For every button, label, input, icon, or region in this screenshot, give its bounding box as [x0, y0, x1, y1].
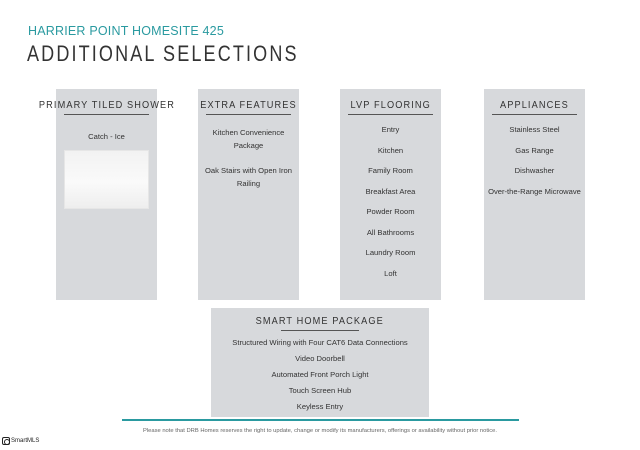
list-item: Powder Room: [366, 207, 415, 216]
list-item: Gas Range: [515, 145, 554, 155]
disclaimer-text: Please note that DRB Homes reserves the right to update, change or modify its manufacturers, offerings or availability without prior notice.: [142, 428, 497, 434]
panel-smart-home-package: [211, 308, 429, 417]
smartmls-logo: [2, 437, 39, 445]
list-item: Family Room: [368, 166, 413, 175]
list-item: Laundry Room: [365, 248, 416, 257]
list-item: Oak Stairs with Open Iron: [205, 166, 292, 175]
panel-lvp-flooring: [340, 89, 441, 300]
panel-appliances: [484, 89, 585, 300]
homesite-subtitle: HARRIER POINT HOMESITE 425: [28, 24, 224, 38]
list-item: Stainless Steel: [509, 125, 560, 134]
panel-title: APPLIANCES: [500, 100, 569, 111]
panel-header: [492, 89, 577, 115]
page-title: ADDITIONAL SELECTIONS: [27, 41, 299, 66]
list-item: Railing: [236, 179, 261, 188]
list-item: Dishwasher: [514, 166, 555, 175]
smartmls-logo-icon: [2, 437, 10, 445]
panel-title: PRIMARY TILED SHOWER: [38, 100, 175, 111]
panel-extra-features: [198, 89, 299, 300]
list-item: Breakfast Area: [365, 186, 416, 196]
footer-divider: [122, 419, 519, 421]
list-item: Keyless Entry: [296, 402, 344, 411]
list-item: Package: [233, 141, 264, 150]
panel-primary-tiled-shower: [38, 89, 175, 300]
panel-title: SMART HOME PACKAGE: [255, 316, 385, 327]
list-item: Structured Wiring with Four CAT6 Data Connections: [232, 338, 408, 347]
panel-title: LVP FLOORING: [350, 100, 431, 111]
panel-header: [348, 89, 433, 115]
list-item: Kitchen Convenience: [212, 128, 285, 137]
list-item: Automated Front Porch Light: [271, 370, 369, 379]
panel-title: EXTRA FEATURES: [200, 100, 297, 111]
panel-header: [255, 308, 385, 331]
list-item: Video Doorbell: [295, 354, 345, 363]
list-item: Over-the-Range Microwave: [488, 186, 581, 196]
tile-swatch-image: [64, 150, 149, 209]
list-item: Kitchen: [377, 145, 404, 155]
list-item: All Bathrooms: [366, 227, 415, 237]
list-item: Catch - Ice: [88, 132, 125, 141]
list-item: Entry: [381, 125, 400, 134]
panel-header: [200, 89, 297, 115]
logo-text: SmartMLS: [11, 438, 40, 444]
list-item: Loft: [384, 268, 397, 278]
list-item: Touch Screen Hub: [288, 386, 352, 395]
panel-header: [38, 89, 175, 115]
